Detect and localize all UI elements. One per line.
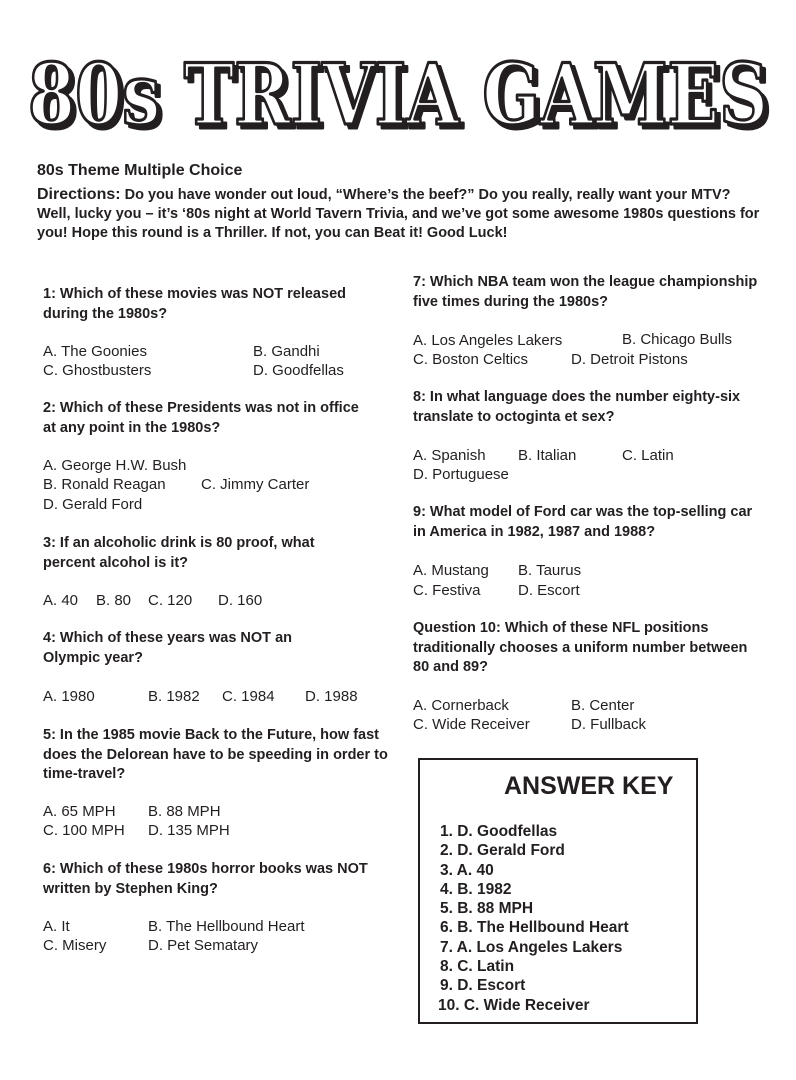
option-6c: C. Misery bbox=[43, 937, 107, 954]
option-5d: D. 135 MPH bbox=[148, 822, 230, 839]
answer-item: 7. A. Los Angeles Lakers bbox=[440, 938, 623, 956]
option-5a: A. 65 MPH bbox=[43, 803, 116, 820]
answer-item: 8. C. Latin bbox=[440, 958, 515, 976]
option-1a: A. The Goonies bbox=[43, 343, 147, 360]
answer-item: 3. A. 40 bbox=[440, 861, 494, 879]
question-5: 5: In the 1985 movie Back to the Future, how fast does the Delorean have to be speeding in order to time-travel? bbox=[43, 727, 388, 782]
option-5c: C. 100 MPH bbox=[43, 822, 125, 839]
option-3c: C. 120 bbox=[148, 592, 193, 609]
answer-item: 10. C. Wide Receiver bbox=[438, 996, 590, 1014]
option-8a: A. Spanish bbox=[413, 447, 486, 464]
option-6d: D. Pet Sematary bbox=[148, 937, 259, 954]
option-1b: B. Gandhi bbox=[253, 343, 320, 360]
option-2a: A. George H.W. Bush bbox=[43, 457, 187, 474]
title-logo bbox=[0, 48, 796, 148]
option-10c: C. Wide Receiver bbox=[413, 716, 530, 733]
question-3: 3: If an alcoholic drink is 80 proof, what percent alcohol is it? bbox=[43, 535, 315, 571]
option-6b: B. The Hellbound Heart bbox=[148, 918, 305, 935]
option-5b: B. 88 MPH bbox=[148, 803, 221, 820]
option-8b: B. Italian bbox=[518, 447, 577, 464]
option-4b: B. 1982 bbox=[148, 688, 200, 705]
option-10b: B. Center bbox=[571, 697, 635, 714]
answer-item: 2. D. Gerald Ford bbox=[440, 842, 565, 860]
question-6: 6: Which of these 1980s horror books was NOT written by Stephen King? bbox=[43, 861, 368, 897]
option-8c: C. Latin bbox=[622, 447, 674, 464]
directions-text: Do you have wonder out loud, “Where’s the beef?” Do you really, really want your MTV? Well, lucky you – it’s ‘80s night at World Tavern Trivia, and we’ve got some awesome 1980s questions for you! Hope this round is a Thriller. If not, you can Beat it! Good Luck! bbox=[37, 187, 760, 241]
option-9a: A. Mustang bbox=[413, 562, 489, 579]
page-title bbox=[0, 48, 796, 148]
directions-label: Directions: bbox=[37, 186, 121, 203]
option-9b: B. Taurus bbox=[518, 562, 582, 579]
answer-key-box bbox=[418, 758, 698, 1024]
question-7: 7: Which NBA team won the league championship five times during the 1980s? bbox=[413, 274, 758, 310]
question-1: 1: Which of these movies was NOT released during the 1980s? bbox=[43, 286, 346, 322]
option-7d: D. Detroit Pistons bbox=[571, 351, 688, 368]
option-2c: C. Jimmy Carter bbox=[201, 476, 310, 493]
option-1c: C. Ghostbusters bbox=[43, 362, 152, 379]
option-7a: A. Los Angeles Lakers bbox=[413, 332, 563, 349]
answer-item: 1. D. Goodfellas bbox=[440, 823, 558, 840]
question-8: 8: In what language does the number eighty-six translate to octoginta et sex? bbox=[413, 389, 741, 425]
answer-item: 6. B. The Hellbound Heart bbox=[440, 919, 629, 937]
answer-key-list bbox=[438, 822, 629, 1015]
option-2d: D. Gerald Ford bbox=[43, 496, 143, 513]
title-shadow: 80s TRIVIA GAMES bbox=[32, 49, 772, 148]
answer-item: 4. B. 1982 bbox=[440, 880, 512, 898]
question-2: 2: Which of these Presidents was not in office at any point in the 1980s? bbox=[43, 400, 359, 436]
option-4a: A. 1980 bbox=[43, 688, 95, 705]
answer-key-title: ANSWER KEY bbox=[504, 772, 674, 800]
directions bbox=[37, 185, 767, 243]
option-9c: C. Festiva bbox=[413, 582, 481, 599]
option-10d: D. Fullback bbox=[571, 716, 647, 733]
option-9d: D. Escort bbox=[518, 582, 580, 599]
option-1d: D. Goodfellas bbox=[253, 362, 344, 379]
option-7b: B. Chicago Bulls bbox=[622, 331, 733, 348]
question-10: Question 10: Which of these NFL positions traditionally chooses a uniform number between 80 and 89? bbox=[413, 620, 748, 675]
option-4c: C. 1984 bbox=[222, 688, 275, 705]
option-6a: A. It bbox=[43, 918, 70, 935]
option-3b: B. 80 bbox=[96, 592, 132, 609]
option-2b: B. Ronald Reagan bbox=[43, 476, 166, 493]
question-9: 9: What model of Ford car was the top-selling car in America in 1982, 1987 and 1988? bbox=[413, 504, 753, 540]
question-4: 4: Which of these years was NOT an Olympic year? bbox=[43, 630, 292, 666]
option-3a: A. 40 bbox=[43, 592, 79, 609]
title-text: 80s TRIVIA GAMES bbox=[28, 48, 768, 144]
answer-item: 5. B. 88 MPH bbox=[440, 900, 534, 918]
option-8d: D. Portuguese bbox=[413, 466, 509, 483]
option-3d: D. 160 bbox=[218, 592, 263, 609]
option-4d: D. 1988 bbox=[305, 688, 358, 705]
option-7c: C. Boston Celtics bbox=[413, 351, 529, 368]
option-10a: A. Cornerback bbox=[413, 697, 509, 714]
subtitle: 80s Theme Multiple Choice bbox=[37, 162, 243, 179]
answer-item: 9. D. Escort bbox=[440, 977, 526, 995]
